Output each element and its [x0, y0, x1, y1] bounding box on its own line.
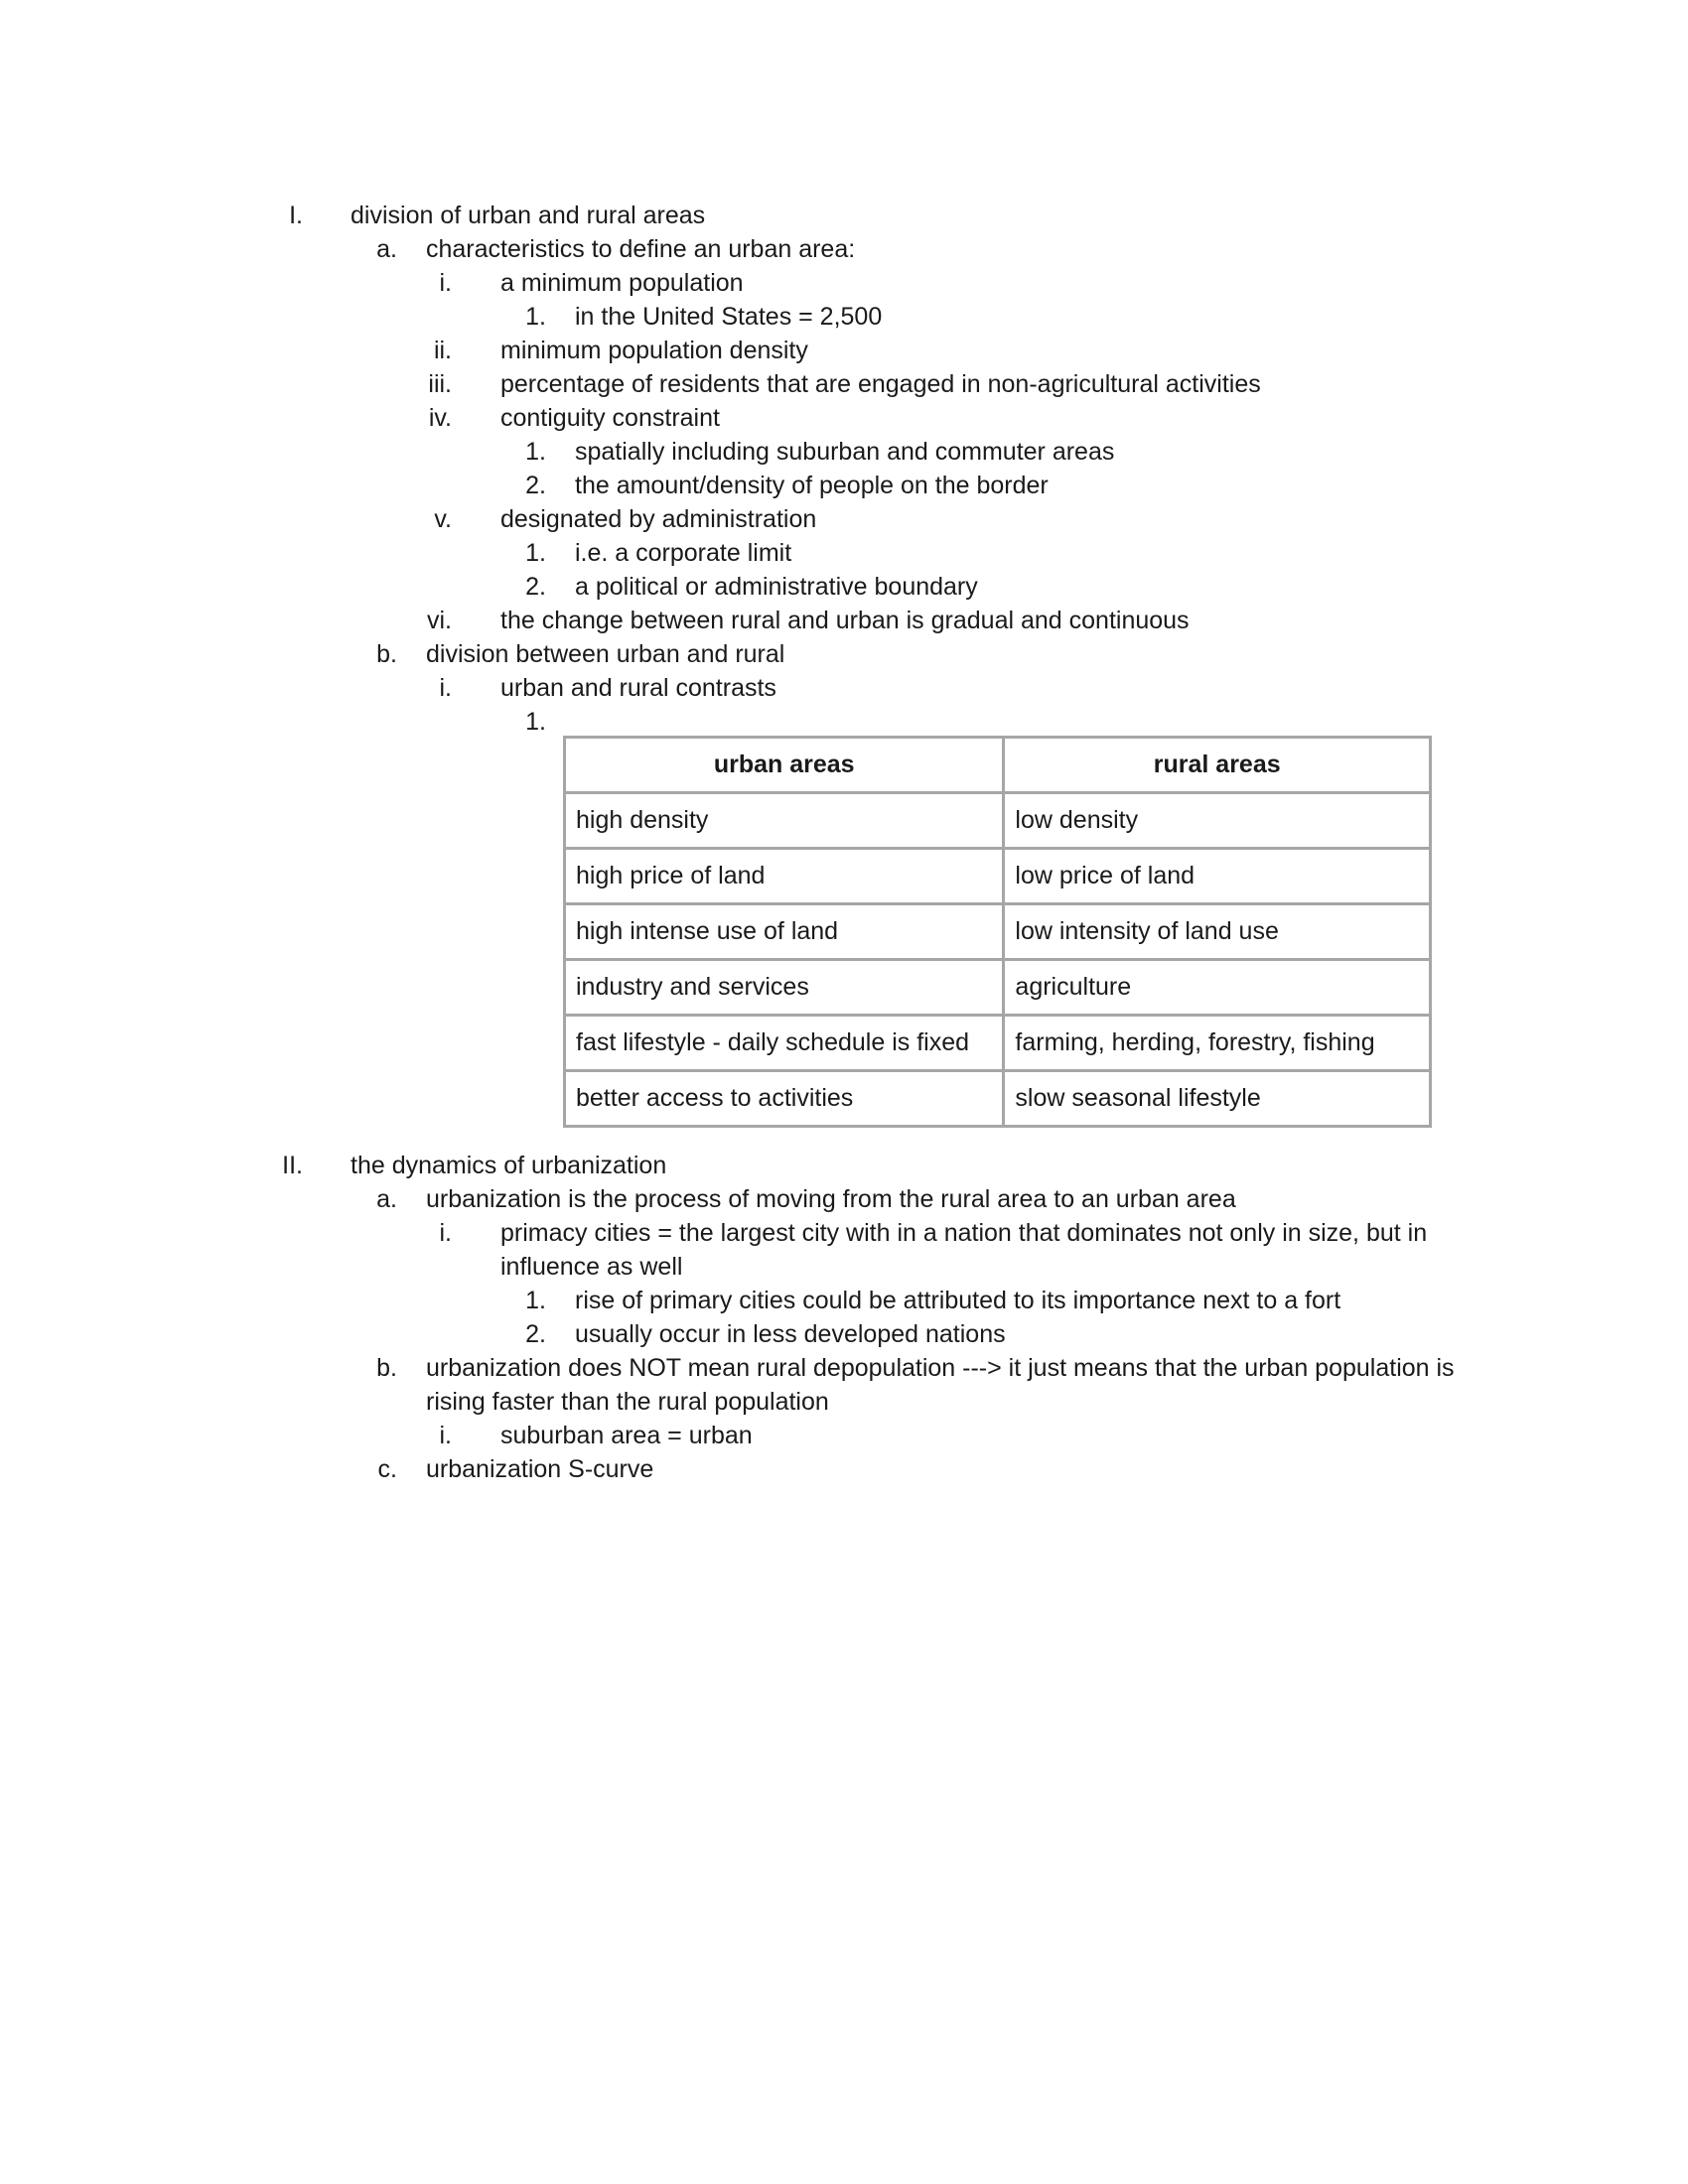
table-cell: high density [565, 793, 1004, 849]
table-cell: farming, herding, forestry, fishing [1004, 1016, 1431, 1071]
outline-text: contiguity constraint [500, 404, 720, 432]
urban-rural-contrast-table [563, 736, 1432, 1128]
outline-marker: c. [377, 1455, 397, 1483]
table-header-cell: rural areas [1004, 738, 1431, 793]
outline-marker: v. [434, 505, 452, 533]
outline-text: suburban area = urban [500, 1422, 753, 1449]
outline-marker: i. [439, 674, 452, 702]
table-cell: low price of land [1004, 849, 1431, 904]
outline-marker: a. [376, 1185, 397, 1213]
outline-text: spatially including suburban and commuter areas [575, 438, 1115, 466]
outline-text: urban and rural contrasts [500, 674, 776, 702]
outline-text: percentage of residents that are engaged in non-agricultural activities [500, 370, 1261, 398]
outline-text: a political or administrative boundary [575, 573, 978, 601]
table-header-cell: urban areas [565, 738, 1004, 793]
outline-marker: i. [439, 269, 452, 297]
outline-marker: ii. [433, 337, 452, 364]
outline-marker: a. [376, 235, 397, 263]
table-cell: high price of land [565, 849, 1004, 904]
outline-marker: b. [376, 1354, 397, 1382]
outline-marker: 2. [525, 573, 546, 601]
outline-text: a minimum population [500, 269, 744, 297]
table-row [565, 849, 1431, 904]
table-cell: better access to activities [565, 1071, 1004, 1127]
outline-marker: II. [282, 1152, 303, 1179]
table-cell: fast lifestyle - daily schedule is fixed [565, 1016, 1004, 1071]
outline-text: division between urban and rural [426, 640, 785, 668]
outline-marker: b. [376, 640, 397, 668]
table-header-row [565, 738, 1431, 793]
outline-text: division of urban and rural areas [351, 202, 706, 229]
table-row [565, 1071, 1431, 1127]
outline-text: minimum population density [500, 337, 808, 364]
outline-text: usually occur in less developed nations [575, 1320, 1006, 1348]
table-cell: agriculture [1004, 960, 1431, 1016]
outline-text: designated by administration [500, 505, 817, 533]
outline-marker: iv. [428, 404, 452, 432]
outline-marker: iii. [428, 370, 452, 398]
outline-marker: 1. [525, 438, 546, 466]
outline-text: primacy cities = the largest city with in a nation that dominates not only in size, but in influence as well [500, 1219, 1428, 1281]
outline-marker: 1. [525, 708, 546, 736]
outline-text: the amount/density of people on the border [575, 472, 1049, 499]
outline-marker: vi. [427, 607, 452, 634]
table-row [565, 1016, 1431, 1071]
outline-marker: 1. [525, 303, 546, 331]
outline-marker: I. [289, 202, 303, 229]
table-cell: industry and services [565, 960, 1004, 1016]
table-row [565, 960, 1431, 1016]
table-cell: low intensity of land use [1004, 904, 1431, 960]
outline-marker: i. [439, 1422, 452, 1449]
outline-text: urbanization does NOT mean rural depopulation ---> it just means that the urban population is rising faster than the rural population [426, 1354, 1455, 1416]
outline-marker: 1. [525, 1287, 546, 1314]
table-row [565, 904, 1431, 960]
outline-text: urbanization S-curve [426, 1455, 654, 1483]
outline-marker: 2. [525, 472, 546, 499]
table-cell: low density [1004, 793, 1431, 849]
outline-marker: 2. [525, 1320, 546, 1348]
table-cell: high intense use of land [565, 904, 1004, 960]
outline-marker: 1. [525, 539, 546, 567]
outline-text: rise of primary cities could be attributed to its importance next to a fort [575, 1287, 1341, 1314]
outline-text: the change between rural and urban is gradual and continuous [500, 607, 1190, 634]
outline-text: the dynamics of urbanization [351, 1152, 667, 1179]
outline-text: i.e. a corporate limit [575, 539, 792, 567]
table-cell: slow seasonal lifestyle [1004, 1071, 1431, 1127]
outline-text: urbanization is the process of moving from the rural area to an urban area [426, 1185, 1236, 1213]
outline-marker: i. [439, 1219, 452, 1247]
outline-text: characteristics to define an urban area: [426, 235, 856, 263]
outline-text: in the United States = 2,500 [575, 303, 883, 331]
table-row [565, 793, 1431, 849]
